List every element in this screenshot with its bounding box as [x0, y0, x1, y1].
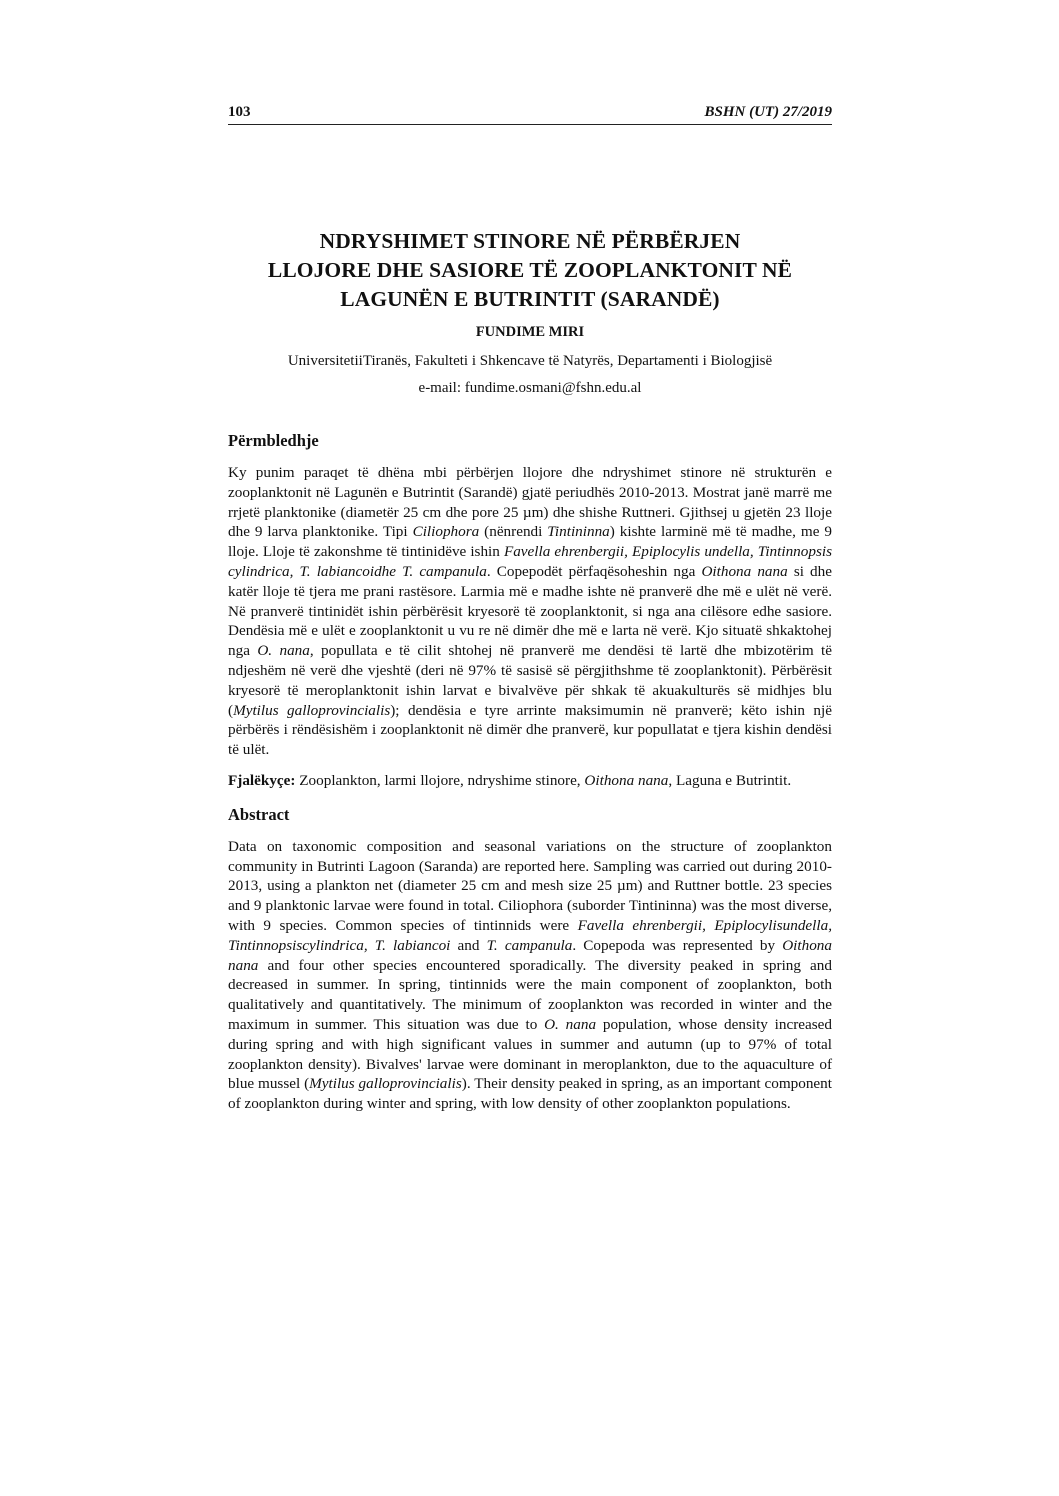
text-run: Data on taxonomic composition and seasonal variations on the structure of zooplankton community in Butrinti Lagoon (Saranda) are reported here. Sampling was carried out during 2010-2013, using a plankton net (diameter 25 cm and mesh size 25 µm) and Ruttner bottle. 23 species and 9 planktonic larvae were found in total. Ciliophora (suborder Tintininna) was the most diverse, with 9 species. Common species of tintinnids were — [228, 837, 832, 934]
italic-text: Oithona nana — [228, 936, 832, 974]
italic-text: Favella ehrenbergii, Epiplocylisundella, Tintinnopsiscylindrica, T. labiancoi — [228, 916, 832, 954]
keywords-line — [228, 771, 832, 791]
author-affiliation: UniversitetiiTiranës, Fakulteti i Shkencave të Natyrës, Departamenti i Biologjisë — [287, 353, 773, 369]
text-run: , popullata e të cilit shtohej në pranverë me dendësi të lartë dhe mbizotërim të ndjeshëm në verë dhe vjeshtë (deri në 97% të sasisë së përgjithshme të zooplanktonit). Përbërësit kryesorë të meroplanktonit ishin larvat e bivalvëve për shkak të akuakulturës së midhjes blu ( — [228, 642, 833, 719]
paper-title — [228, 227, 832, 314]
journal-reference: BSHN (UT) 27/2019 — [704, 104, 832, 120]
text-run: and four other species encountered sporadically. The diversity peaked in spring and decreased in summer. In spring, tintinnids were the main component of zooplankton, both qualitatively and quantitatively. The minimum of zooplankton was recorded in winter and the maximum in summer. This situation was due to — [228, 956, 832, 1033]
author-name: FUNDIME MIRI — [475, 324, 585, 340]
italic-text: T. campanula — [486, 936, 573, 954]
italic-text: Oithona nana — [584, 771, 669, 789]
text-run: si dhe katër lloje të tjera me prani rastësore. Larmia më e madhe ishte në pranverë dhe më e ulët në verë. Në pranverë tintinidët ishin përbërësit kryesorë të zooplanktonit, si nga ana cilësore edhe sasiore. Dendësia më e ulët e zooplanktonit u vu re në dimër dhe më e larta në verë. Kjo situatë shkaktohej nga — [228, 562, 832, 660]
text-run: Zooplankton, larmi llojore, ndryshime stinore, — [295, 771, 585, 789]
text-run: ) kishte larminë më të madhe, me 9 lloje. Lloje të zakonshme të tintinidëve ishin — [228, 523, 832, 561]
italic-text: Ciliophora — [412, 523, 480, 541]
title-line: LLOJORE DHE SASIORE TË ZOOPLANKTONIT NË — [267, 258, 793, 282]
keywords-text — [295, 772, 791, 789]
running-header — [228, 104, 832, 125]
text-run: and — [450, 936, 487, 954]
paper-page — [228, 104, 832, 1114]
text-run: population, whose density increased during spring and with high significant values in summer and autumn (up to 97% of total zooplankton density). Bivalves' larvae were dominant in meroplankton, due to the aquaculture of blue mussel ( — [228, 1015, 833, 1093]
text-run: Ky punim paraqet të dhëna mbi përbërjen llojore dhe ndryshimet stinore në strukturën e zooplanktonit në Lagunën e Butrintit (Sarandë) gjatë periudhës 2010-2013. Mostrat janë marrë me rrjetë planktonike (diametër 25 cm dhe pore 25 µm) dhe shishe Ruttneri. Gjithsej u gjetën 23 lloje dhe 9 larva planktonike. Tipi — [228, 464, 832, 541]
text-run: ); dendësia e tyre arrinte maksimumin në pranverë; këto ishin një përbërës i rëndësishëm i zooplanktonit në dimër dhe pranverë, kur popullatat e tjera kishin dendësi të ulët. — [228, 701, 832, 759]
italic-text: Mytilus galloprovincialis — [233, 701, 391, 719]
summary-heading: Përmbledhje — [228, 431, 319, 450]
text-run: , Laguna e Butrintit. — [668, 771, 792, 789]
abstract-heading: Abstract — [228, 804, 290, 824]
summary-body — [228, 463, 832, 760]
text-run: ). Their density peaked in spring, as an important component of zooplankton during winter and spring, with low density of other zooplankton populations. — [228, 1075, 832, 1113]
title-line: NDRYSHIMET STINORE NË PËRBËRJEN — [319, 229, 741, 253]
author-email: e-mail: fundime.osmani@fshn.edu.al — [418, 380, 642, 396]
italic-text: Favella ehrenbergii, Epiplocylis undella, Tintinnopsis cylindrica, T. labiancoidhe T. campanula — [228, 543, 833, 580]
italic-text: O. nana — [257, 642, 310, 660]
keywords-label: Fjalëkyçe: — [228, 771, 296, 789]
text-run: . Copepodët përfaqësoheshin nga — [486, 562, 702, 580]
italic-text: O. nana — [544, 1015, 597, 1033]
italic-text: Tintininna — [547, 523, 610, 541]
abstract-body — [228, 837, 832, 1114]
italic-text: Oithona nana — [701, 562, 788, 580]
page-number: 103 — [228, 104, 251, 120]
title-line: LAGUNËN E BUTRINTIT (SARANDË) — [340, 287, 720, 311]
text-run: (nënrendi — [479, 523, 548, 541]
text-run: . Copepoda was represented by — [572, 936, 783, 954]
italic-text: Mytilus galloprovincialis — [309, 1075, 462, 1093]
